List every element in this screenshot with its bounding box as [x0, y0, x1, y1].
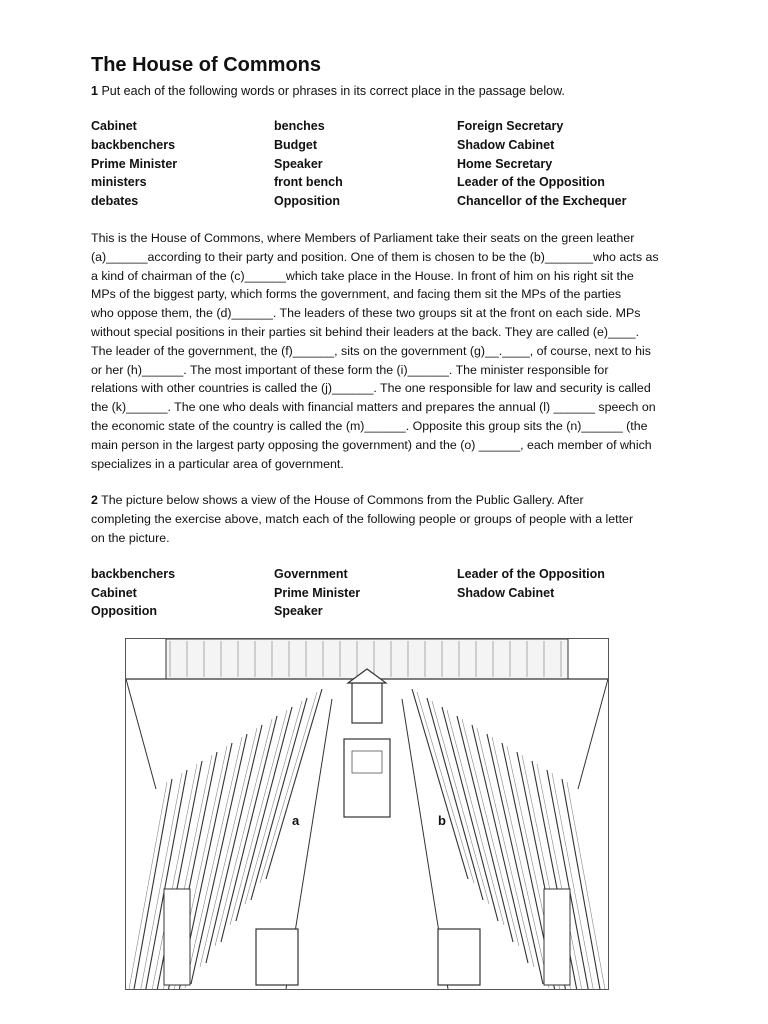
q2-word: Prime Minister: [274, 585, 361, 600]
bench-right: [427, 698, 483, 900]
bench-right-back: [477, 728, 534, 967]
q2-instruction: [91, 491, 681, 547]
page-title: The House of Commons: [91, 54, 322, 76]
label-b: b: [438, 813, 446, 828]
q1-word: Prime Minister: [91, 156, 178, 171]
passage-line: The leader of the government, the (f)______, sits on the government (g)__.____, of course, next to his: [91, 343, 651, 358]
q2-word: backbenchers: [91, 566, 176, 581]
q1-instruction: [91, 82, 691, 100]
q2-word: Speaker: [274, 604, 323, 619]
q2-word: Leader of the Opposition: [457, 566, 605, 581]
passage-line: who oppose them, the (d)______. The leaders of these two groups sit at the front on each side. MPs: [91, 306, 641, 321]
bar-post-left: [256, 929, 298, 985]
q2-instruction-line-2: completing the exercise above, match each of the following people or groups of people with a letter: [91, 512, 634, 527]
bench-right: [412, 689, 468, 879]
q1-passage: [91, 229, 681, 473]
q1-word: Opposition: [274, 194, 340, 209]
q1-word: backbenchers: [91, 137, 176, 152]
bench-left: [221, 716, 277, 942]
bench-left: [206, 725, 262, 963]
passage-line: or her (h)______. The most important of these form the (i)______. The minister responsible for: [91, 362, 609, 377]
bench-right: [457, 716, 513, 942]
q1-word: benches: [274, 119, 325, 133]
q1-word-list: [91, 117, 691, 211]
bench-left-back: [185, 737, 242, 988]
q2-word: [457, 602, 691, 621]
q2-word-list: [91, 565, 691, 621]
worksheet: [91, 52, 691, 621]
passage-line: (a)______according to their party and position. One of them is chosen to be the (b)_______who acts as: [91, 249, 659, 264]
q2-word: Government: [274, 566, 348, 581]
passage-line: the (k)______. The one who deals with financial matters and prepares the annual (l) ______ speech on: [91, 400, 656, 415]
passage-line: the economic state of the country is called the (m)______. Opposite this group sits the (n)______ (the: [91, 418, 648, 433]
q1-word: Chancellor of the Exchequer: [457, 194, 627, 209]
q1-instruction-text: Put each of the following words or phrases in its correct place in the passage below.: [101, 84, 565, 98]
bench-left: [236, 707, 292, 921]
q1-word: Shadow Cabinet: [457, 137, 555, 152]
foreground-box-right: [544, 889, 570, 985]
bench-left-back: [215, 719, 272, 946]
q2-word: Cabinet: [91, 585, 137, 600]
q2-word: Shadow Cabinet: [457, 585, 555, 600]
passage-line: without special positions in their parties sit behind their leaders at the back. They are called (e)____.: [91, 324, 640, 339]
q1-word: debates: [91, 194, 139, 209]
q2-number: 2: [91, 493, 98, 508]
left-wall: [126, 679, 156, 789]
passage-line: a kind of chairman of the (c)______which take place in the House. In front of him on his right sit the: [91, 268, 634, 283]
bench-left: [266, 689, 322, 879]
speaker-chair: [352, 683, 382, 723]
bench-right-back: [462, 719, 519, 946]
passage-line: relations with other countries is called the (j)______. The one responsible for law and security is called: [91, 381, 651, 396]
q1-word: Home Secretary: [457, 156, 553, 171]
chamber-drawing: [126, 639, 608, 989]
q1-word: Budget: [274, 137, 318, 152]
q1-word: Speaker: [274, 156, 323, 171]
bench-left: [251, 698, 307, 900]
q1-word: front bench: [274, 175, 343, 190]
bench-right: [472, 725, 528, 963]
bench-left-back: [200, 728, 257, 967]
q1-word: Cabinet: [91, 119, 137, 133]
q2-instruction-line-3: on the picture.: [91, 530, 170, 545]
q1-word: Foreign Secretary: [457, 119, 564, 133]
bench-right: [442, 707, 498, 921]
bar-post-right: [438, 929, 480, 985]
q2-word: Opposition: [91, 604, 157, 619]
passage-line: This is the House of Commons, where Members of Parliament take their seats on the green leather: [91, 230, 635, 245]
q1-word: Leader of the Opposition: [457, 175, 605, 190]
passage-line: MPs of the biggest party, which forms the government, and facing them sit the MPs of the parties: [91, 287, 622, 302]
right-wall: [578, 679, 608, 789]
q1-number: 1: [91, 84, 98, 98]
q2-instruction-line-1: The picture below shows a view of the House of Commons from the Public Gallery. After: [101, 493, 584, 508]
house-of-commons-illustration: [125, 638, 609, 990]
passage-line: specializes in a particular area of government.: [91, 456, 344, 471]
q1-word: ministers: [91, 175, 147, 190]
label-a: a: [292, 813, 300, 828]
bench-right-back: [492, 737, 549, 988]
passage-line: main person in the largest party opposing the government) and the (o) ______, each member of which: [91, 437, 652, 452]
foreground-box-left: [164, 889, 190, 985]
